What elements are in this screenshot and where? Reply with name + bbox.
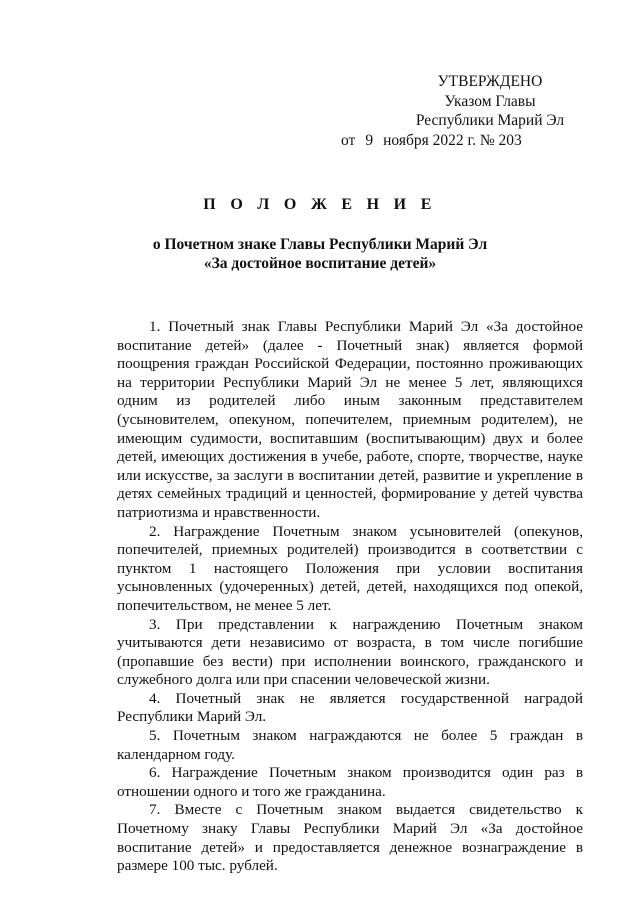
paragraph-2: 2. Награждение Почетным знаком усыновителей (опекунов, попечителей, приемных родителей) производится в соответствии с пунктом 1 настоящего Положения при условии воспитания усыновленных (удочеренных) детей, детей, находящихся под опекой, попечительством, не менее 5 лет. xyxy=(117,522,583,614)
paragraph-5: 5. Почетным знаком награждаются не более 5 граждан в календарном году. xyxy=(117,727,583,763)
document-title: П О Л О Ж Е Н И Е xyxy=(203,196,437,213)
paragraph-1: 1. Почетный знак Главы Республики Марий Эл «За достойное воспитание детей» (далее - Почетный знак) является формой поощрения граждан Российской Федерации, постоянно проживающих на территории Республики Марий Эл не менее 5 лет, являющихся одним из родителей либо иным законным представителем (усыновителем, опекуном, попечителем, приемным родителем), не имеющим судимости, воспитавшим (воспитывающим) двух и более детей, имеющих достижения в учебе, работе, спорте, творчестве, науке или искусстве, за заслуги в воспитании детей, развитие и укрепление в детях семейных традиций и ценностей, формирование у детей чувства патриотизма и нравственности. xyxy=(117,318,583,521)
approval-org: Республики Марий Эл xyxy=(415,112,565,129)
date-prefix: от xyxy=(341,131,356,149)
approval-title: УТВЕРЖДЕНО xyxy=(437,73,543,90)
paragraph-3: 3. При представлении к награждению Почетным знаком учитываются дети независимо от возраста, в том числе погибшие (пропавшие без вести) при исполнении воинского, гражданского и служебного долга или при спасении человеческой жизни. xyxy=(117,615,583,689)
document-body xyxy=(117,318,583,876)
date-day: 9 xyxy=(365,131,374,149)
approval-date xyxy=(341,131,595,151)
subtitle-line-2: «За достойное воспитание детей» xyxy=(203,255,437,272)
paragraph-7: 7. Вместе с Почетным знаком выдается свидетельство к Почетному знаку Главы Республики Марий Эл «За достойное воспитание детей» и предоставляется денежное вознаграждение в размере 100 тыс. рублей. xyxy=(117,801,583,875)
paragraph-6: 6. Награждение Почетным знаком производится один раз в отношении одного и того же гражданина. xyxy=(117,764,583,800)
document-subtitle xyxy=(0,235,640,273)
approval-block xyxy=(341,72,595,150)
subtitle-line-1: о Почетном знаке Главы Республики Марий Эл xyxy=(152,236,488,253)
date-rest: ноября 2022 г. № 203 xyxy=(383,131,522,149)
paragraph-4: 4. Почетный знак не является государственной наградой Республики Марий Эл. xyxy=(117,689,583,726)
approval-by: Указом Главы xyxy=(444,92,536,110)
